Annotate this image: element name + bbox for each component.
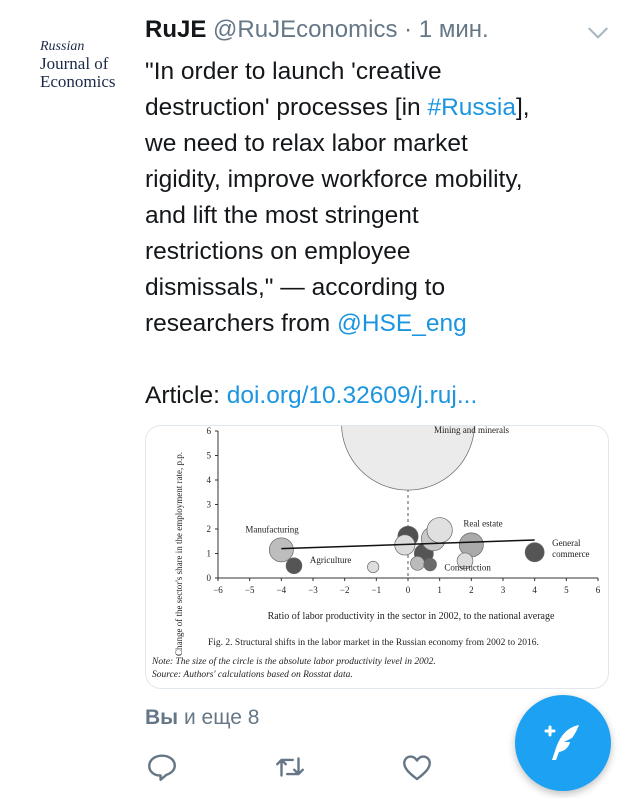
y-tick-label: 4: [206, 475, 211, 485]
header-separator: ·: [404, 16, 413, 43]
point-mining: [342, 426, 475, 490]
article-label: Article:: [145, 382, 227, 409]
tweet-time[interactable]: 1 мин.: [418, 16, 489, 43]
x-tick-label: 5: [564, 585, 569, 595]
tweet-line: rigidity, improve workforce mobility,: [145, 166, 523, 193]
hashtag-russia-link[interactable]: #Russia: [427, 94, 516, 121]
compose-feather-icon: [537, 717, 589, 769]
liked-by[interactable]: [145, 706, 259, 730]
tweet-text: [145, 54, 615, 414]
tweet-line: restrictions on employee: [145, 238, 411, 265]
avatar-line-2: Journal of: [40, 53, 109, 73]
liked-by-you: Вы: [145, 706, 179, 729]
chart-xlabel: Ratio of labor productivity in the sector in 2002, to the national average: [267, 611, 555, 622]
avatar-line-1: Russian: [40, 39, 85, 54]
label-general-commerce-1: General: [552, 538, 581, 549]
avatar-line-3: Economics: [40, 71, 116, 91]
y-tick-label: 2: [206, 524, 211, 534]
label-mining: Mining and minerals: [434, 426, 509, 435]
label-agriculture: Agriculture: [309, 554, 352, 565]
x-tick-label: −2: [339, 585, 350, 595]
label-real-estate: Real estate: [463, 518, 503, 529]
x-tick-label: −5: [244, 585, 255, 595]
tweet-line: [145, 306, 615, 342]
chart: [146, 426, 608, 688]
label-manufacturing: Manufacturing: [245, 524, 299, 535]
y-tick-label: 0: [206, 573, 211, 583]
x-tick-label: 2: [469, 585, 474, 595]
x-tick-label: −4: [276, 585, 287, 595]
y-tick-label: 1: [206, 548, 211, 559]
point-small-1: [367, 561, 378, 572]
x-tick-label: −3: [308, 585, 318, 595]
y-tick-label: 3: [206, 499, 211, 510]
tweet-line: and lift the most stringent: [145, 202, 419, 229]
article-link[interactable]: doi.org/10.32609/j.ruj...: [226, 382, 478, 409]
chart-ylabel: Change of the sector's share in the employment rate, p.p.: [174, 451, 184, 657]
tweet-media-image[interactable]: [145, 425, 609, 689]
article-line: [145, 378, 615, 414]
label-general-commerce-2: commerce: [552, 549, 590, 560]
like-icon[interactable]: [400, 750, 434, 784]
chart-source: Source: Authors' calculations based on Rosstat data.: [152, 670, 353, 680]
tweet-line-part: ],: [516, 94, 530, 121]
y-tick-label: 5: [206, 450, 211, 461]
x-tick-label: 4: [532, 585, 537, 595]
x-tick-label: −6: [213, 585, 223, 595]
retweet-icon[interactable]: [273, 750, 307, 784]
tweet-line: "In order to launch 'creative: [145, 58, 442, 85]
liked-by-rest: и еще 8: [178, 706, 260, 729]
x-tick-label: 3: [500, 585, 506, 595]
x-tick-label: 0: [405, 585, 411, 595]
label-construction: Construction: [444, 562, 491, 573]
x-tick-label: 1: [437, 585, 442, 595]
tweet-line-blank: [145, 342, 615, 378]
tweet-line: [145, 90, 615, 126]
avatar[interactable]: [40, 40, 126, 90]
tweet-line-part: destruction' processes [in: [145, 94, 428, 121]
point-manufacturing: [269, 538, 293, 562]
author-handle[interactable]: @RuJEconomics: [213, 16, 398, 43]
point-agriculture: [286, 558, 302, 574]
chart-note: Note: The size of the circle is the absolute labor productivity level in 2002.: [152, 657, 436, 667]
author-name[interactable]: RuJE: [145, 16, 207, 43]
chevron-down-icon[interactable]: [585, 20, 611, 46]
point-small-2: [411, 556, 425, 570]
tweet-line: dismissals," — according to: [145, 274, 446, 301]
tweet-actions: [145, 750, 445, 786]
y-tick-label: 6: [206, 426, 211, 436]
point-general-commerce: [525, 543, 544, 562]
point-small-3: [424, 558, 437, 571]
tweet-line-part: researchers from: [145, 310, 337, 337]
compose-tweet-button[interactable]: [515, 695, 611, 791]
tweet-header: [145, 16, 489, 50]
x-tick-label: −1: [371, 585, 382, 595]
chart-title: Fig. 2. Structural shifts in the labor market in the Russian economy from 2002 to 2016.: [208, 638, 539, 648]
mention-hse-link[interactable]: @HSE_eng: [336, 310, 467, 337]
reply-icon[interactable]: [145, 750, 179, 784]
x-tick-label: 6: [595, 585, 601, 595]
tweet-line: we need to relax labor market: [145, 130, 468, 157]
point-real-estate: [427, 518, 452, 543]
